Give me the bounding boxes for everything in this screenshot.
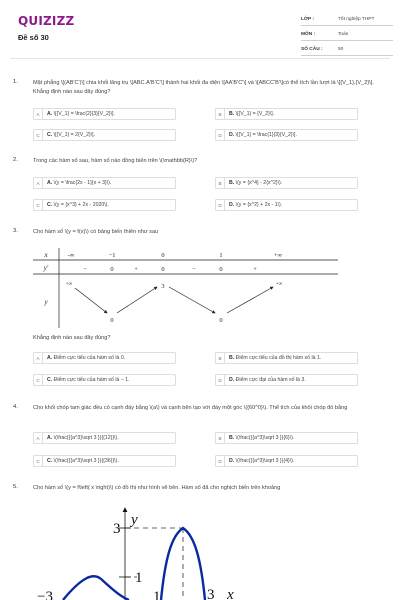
y-value: 0 — [110, 317, 114, 324]
option-4b[interactable] — [215, 432, 358, 444]
option-letter: D — [216, 455, 225, 467]
option-key: C. — [47, 132, 53, 138]
option-key: A. — [47, 111, 53, 117]
exam-title: Đề số 30 — [18, 33, 49, 42]
option-letter: A — [34, 177, 43, 189]
quizizz-logo: QUIZIZZ — [18, 14, 75, 28]
option-text: \[{V_1} = \frac{2}{3}{V_2}\]. — [53, 111, 115, 117]
x-axis-label: x — [227, 587, 234, 600]
option-text: \(y = {x^4} - 2{x^2}\). — [235, 180, 283, 186]
option-text: \[{V_1} = 2{V_2}\]. — [53, 132, 96, 138]
option-text: \(\frac{{{a^3}\sqrt 3 }}{{12}}\). — [53, 435, 119, 441]
increasing-arrow — [117, 287, 157, 313]
option-key: A. — [47, 435, 53, 441]
y-value: +∞ — [275, 282, 283, 287]
option-key: B. — [229, 435, 235, 441]
question-text: Cho hàm số \(y = f(x)\) có bảng biến thiên như sau — [33, 229, 159, 235]
question-text: Cho khối chóp tam giác đều có cạnh đáy bằng \(a\) và cạnh bên tạo với đáy một góc \({60^0}\). Thể tích của khối chóp đó bằng — [33, 405, 348, 411]
option-4a[interactable] — [33, 432, 176, 444]
derivative-sign: + — [253, 266, 257, 273]
exam-meta — [301, 14, 393, 59]
worksheet-header — [0, 0, 400, 58]
y-tick-label: 3 — [113, 521, 121, 537]
option-key: B. — [229, 111, 235, 117]
option-text: \[{V_1} = \frac{1}{3}{V_2}\]. — [235, 132, 297, 138]
increasing-arrow — [227, 287, 273, 313]
var-table-x-label: x — [44, 251, 48, 259]
header-divider — [10, 58, 390, 59]
option-text: Điểm cực đại của hàm số là 3. — [235, 377, 306, 383]
option-text: Điểm cực tiểu của đồ thị hàm số là 1. — [235, 355, 322, 361]
option-2b[interactable] — [215, 177, 358, 189]
option-text: \(\frac{{{a^3}\sqrt 3 }}{4}\). — [235, 458, 295, 464]
option-key: C. — [47, 458, 53, 464]
option-3c[interactable] — [33, 374, 176, 386]
meta-row-subject — [301, 29, 393, 41]
x-value: +∞ — [273, 252, 283, 259]
option-text: \(y = {x^2} + 2x - 1\). — [235, 202, 283, 208]
x-tick-label: 1 — [153, 589, 161, 600]
option-letter: D — [216, 199, 225, 211]
question-number: 3. — [13, 228, 18, 234]
option-text: \(y = \frac{2x - 1}{x + 3}\). — [53, 180, 112, 186]
derivative-sign: − — [192, 266, 196, 273]
question-number: 2. — [13, 157, 18, 163]
option-text: \(\frac{{{a^3}\sqrt 3 }}{6}\). — [235, 435, 295, 441]
option-1a[interactable] — [33, 108, 176, 120]
option-letter: B — [216, 177, 225, 189]
decreasing-arrow — [169, 287, 215, 313]
option-2a[interactable] — [33, 177, 176, 189]
meta-label: SỐ CÂU : — [301, 47, 323, 52]
x-tick-label: 3 — [207, 587, 215, 600]
option-text: Điểm cực tiểu của hàm số là 0. — [53, 355, 126, 361]
question-text: Mặt phẳng \[(AB'C')\] chia khối lăng trụ \[ABC.A'B'C'\] thành hai khối đa diện \[AA'B'C'\] và \[ABCC'B'\]có thể tích lần lượt là \[{V_1},{V_2}\]. Khẳng định nào sau đây đúng? — [33, 80, 374, 95]
option-letter: A — [34, 352, 43, 364]
derivative-sign: − — [83, 266, 87, 273]
option-letter: B — [216, 108, 225, 120]
option-letter: D — [216, 374, 225, 386]
question-number: 4. — [13, 404, 18, 410]
derivative-zero: 0 — [110, 266, 114, 273]
y-axis-label: y — [131, 512, 138, 528]
option-4c[interactable] — [33, 455, 176, 467]
option-1c[interactable] — [33, 129, 176, 141]
option-key: B. — [229, 355, 235, 361]
option-letter: C — [34, 374, 43, 386]
question-number: 1. — [13, 79, 18, 85]
option-text: Điểm cực tiểu của hàm số là − 1. — [53, 377, 130, 383]
function-graph — [33, 500, 263, 600]
option-letter: A — [34, 108, 43, 120]
derivative-sign: + — [134, 266, 138, 273]
option-key: A. — [47, 355, 53, 361]
option-key: C. — [47, 377, 53, 383]
meta-value: Toán — [338, 32, 349, 37]
var-table-yprime-label: y' — [43, 264, 49, 272]
question-number: 5. — [13, 484, 18, 490]
option-letter: B — [216, 352, 225, 364]
option-key: D. — [229, 458, 235, 464]
option-key: C. — [47, 202, 53, 208]
var-table-y-label: y — [44, 298, 48, 306]
option-text: \(\frac{{{a^3}\sqrt 3 }}{{36}}\). — [53, 458, 119, 464]
meta-row-class — [301, 14, 393, 26]
option-text: \(y = {x^3} + 2x - 2020\). — [53, 202, 109, 208]
x-value: −1 — [108, 252, 116, 259]
x-value: 0 — [161, 252, 165, 259]
decreasing-arrow — [75, 288, 107, 313]
y-value: 3 — [161, 283, 165, 290]
x-value: 1 — [219, 252, 223, 259]
x-value: -∞ — [67, 252, 75, 259]
option-1d[interactable] — [215, 129, 358, 141]
question-text: Trong các hàm số sau, hàm số nào đồng biến trên \(\mathbb{R}\)? — [33, 158, 198, 164]
option-key: D. — [229, 202, 235, 208]
meta-value: 50 — [338, 47, 344, 52]
option-letter: B — [216, 432, 225, 444]
option-letter: D — [216, 129, 225, 141]
y-value: +∞ — [65, 282, 73, 287]
option-letter: C — [34, 129, 43, 141]
y-value: 0 — [219, 317, 223, 324]
option-3b[interactable] — [215, 352, 358, 364]
option-3d[interactable] — [215, 374, 358, 386]
option-key: B. — [229, 180, 235, 186]
option-key: D. — [229, 377, 235, 383]
option-3a[interactable] — [33, 352, 176, 364]
option-2c[interactable] — [33, 199, 176, 211]
question-text: Cho hàm số \(y = f\left( x \right)\) có đồ thị như hình vẽ bên. Hàm số đã cho nghịch biến trên khoảng — [33, 485, 281, 491]
meta-label: MÔN : — [301, 32, 316, 37]
option-1b[interactable] — [215, 108, 358, 120]
option-letter: C — [34, 199, 43, 211]
derivative-zero: 0 — [161, 266, 165, 273]
x-tick-label: −3 — [37, 589, 53, 600]
option-text: \[{V_1} = {V_2}\]. — [235, 111, 275, 117]
variation-table — [33, 248, 338, 328]
curve-left — [63, 576, 129, 600]
derivative-zero: 0 — [219, 266, 223, 273]
question-text: Khẳng định nào sau đây đúng? — [33, 335, 111, 341]
option-key: A. — [47, 180, 53, 186]
meta-value: Tốt nghiệp THPT — [338, 17, 375, 22]
option-letter: A — [34, 432, 43, 444]
option-key: D. — [229, 132, 235, 138]
y-tick-label: 1 — [135, 570, 143, 586]
option-2d[interactable] — [215, 199, 358, 211]
option-4d[interactable] — [215, 455, 358, 467]
meta-label: LỚP : — [301, 17, 315, 22]
option-letter: C — [34, 455, 43, 467]
meta-row-count — [301, 44, 393, 56]
